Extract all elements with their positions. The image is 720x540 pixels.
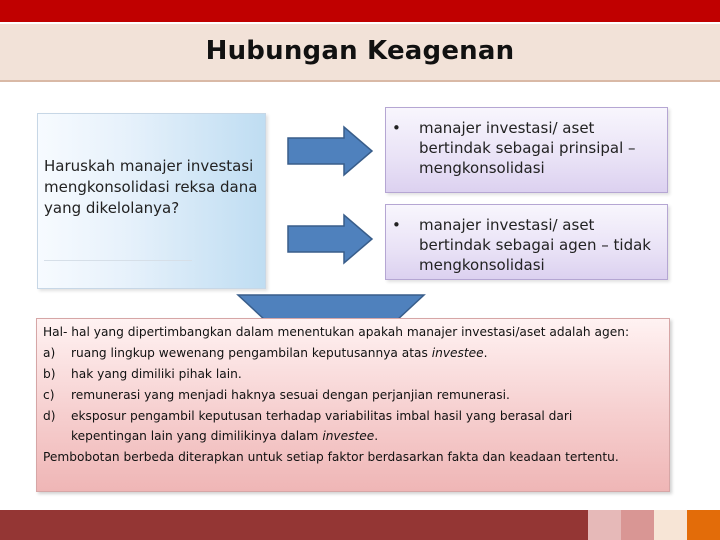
- item-text: ruang lingkup wewenang pengambilan keputusannya atas: [71, 346, 432, 360]
- item-tail: .: [483, 346, 488, 360]
- divider: [44, 260, 192, 261]
- item-label: a): [43, 346, 56, 360]
- considerations-box: [36, 318, 670, 492]
- option-agent: [385, 204, 668, 280]
- item-text: kepentingan lain yang dimilikinya dalam: [71, 429, 323, 443]
- top-accent-bar: [0, 0, 720, 22]
- considerations-intro: Hal- hal yang dipertimbangkan dalam menentukan apakah manajer investasi/aset adalah agen:: [43, 325, 630, 339]
- item-label: b): [43, 367, 56, 381]
- list-item-continuation: [43, 429, 667, 443]
- item-text: remunerasi yang menjadi haknya sesuai dengan perjanjian remunerasi.: [71, 388, 510, 402]
- question-text: Haruskah manajer investasi mengkonsolidasi reksa dana yang dikelolanya?: [44, 157, 258, 217]
- right-arrow-icon: [286, 213, 374, 265]
- slide-title: Hubungan Keagenan: [205, 36, 515, 66]
- list-item: [43, 388, 667, 402]
- considerations-closing: Pembobotan berbeda diterapkan untuk setiap faktor berdasarkan fakta dan keadaan tertentu.: [43, 450, 619, 464]
- option-text: manajer investasi/ aset bertindak sebagai prinsipal – mengkonsolidasi: [419, 119, 636, 177]
- footer-square: [687, 510, 720, 540]
- item-emphasis: investee: [322, 429, 375, 443]
- footer-square: [621, 510, 654, 540]
- right-arrow-icon: [286, 125, 374, 177]
- option-text: manajer investasi/ aset bertindak sebagai agen – tidak mengkonsolidasi: [419, 216, 651, 274]
- item-emphasis: investee: [431, 346, 484, 360]
- bullet: •: [392, 119, 401, 137]
- option-principal: [385, 107, 668, 193]
- list-item: [43, 409, 667, 423]
- list-item: [43, 346, 667, 360]
- footer-square: [654, 510, 687, 540]
- item-label: d): [43, 409, 56, 423]
- bullet: •: [392, 216, 401, 234]
- item-tail: .: [374, 429, 379, 443]
- item-text: hak yang dimiliki pihak lain.: [71, 367, 242, 381]
- footer-square: [588, 510, 621, 540]
- item-label: c): [43, 388, 55, 402]
- question-box: [37, 113, 266, 289]
- list-item: [43, 367, 667, 381]
- item-text: eksposur pengambil keputusan terhadap variabilitas imbal hasil yang berasal dari: [71, 409, 573, 423]
